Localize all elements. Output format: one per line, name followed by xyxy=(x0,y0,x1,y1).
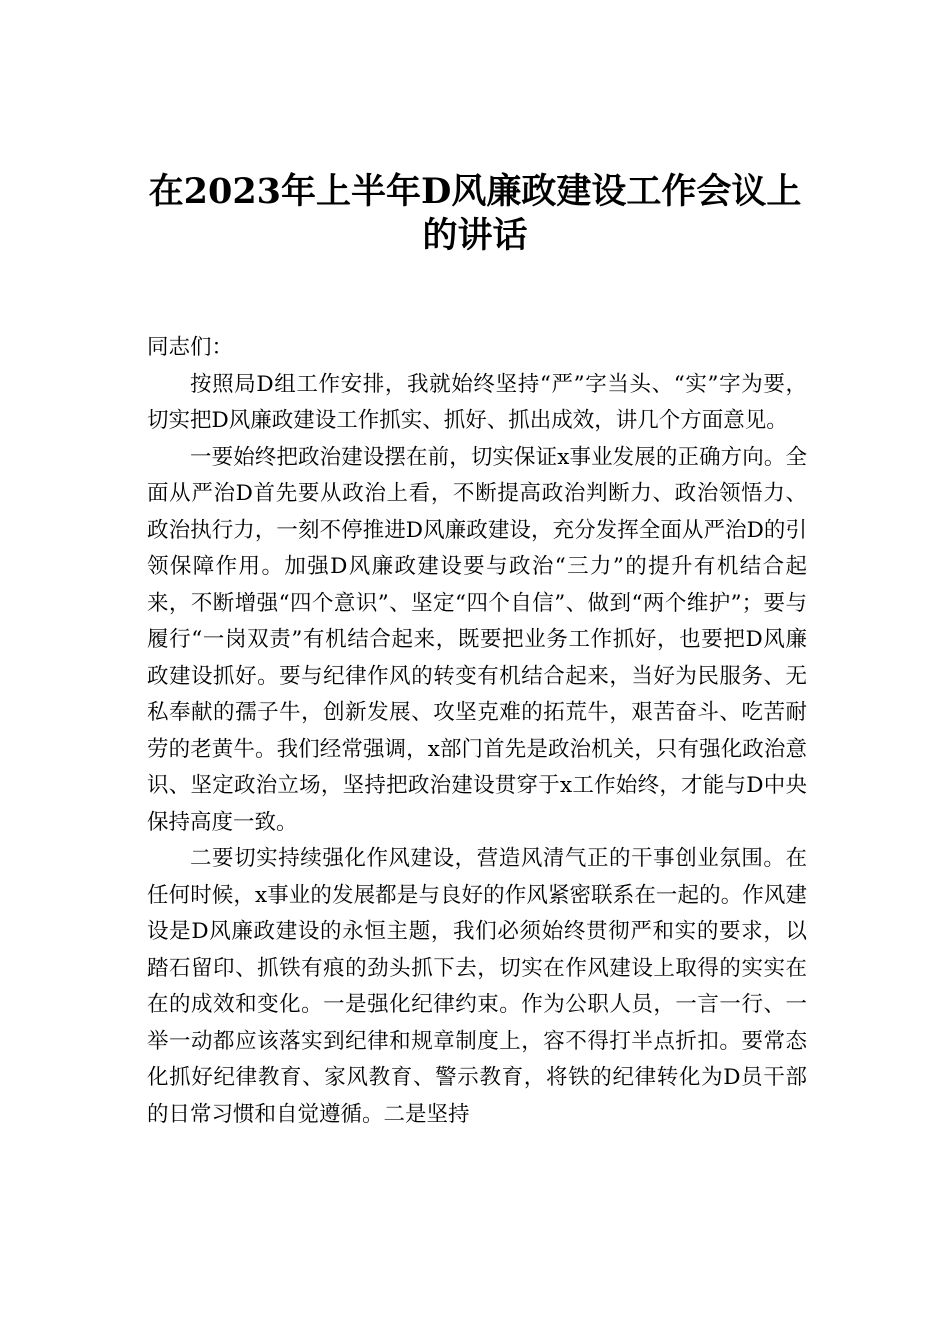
document-title-line-1: 在2023年上半年D风廉政建设工作会议上 xyxy=(148,171,802,212)
document-body xyxy=(147,330,807,1133)
salutation: 同志们： xyxy=(147,335,234,360)
paragraph-intro: 按照局D组工作安排，我就始终坚持“严”字当头、“实”字为要，切实把D风廉政建设工作抓实、抓好、抓出成效，讲几个方面意见。 xyxy=(147,371,807,433)
paragraph-work-style: 二要切实持续强化作风建设，营造风清气正的干事创业氛围。在任何时候，x事业的发展都是与良好的作风紧密联系在一起的。作风建设是D风廉政建设的永恒主题，我们必须始终贯彻严和实的要求，以踏石留印、抓铁有痕的劲头抓下去，切实在作风建设上取得的实实在在的成效和变化。一是强化纪律约束。作为公职人员，一言一行、一举一动都应该落实到纪律和规章制度上，容不得打半点折扣。要常态化抓好纪律教育、家风教育、警示教育，将铁的纪律转化为D员干部的日常习惯和自觉遵循。二是坚持 xyxy=(147,846,807,1127)
document-title-line-2: 的讲话 xyxy=(422,215,528,256)
paragraph-political-building: 一要始终把政治建设摆在前，切实保证x事业发展的正确方向。全面从严治D首先要从政治上看，不断提高政治判断力、政治领悟力、政治执行力，一刻不停推进D风廉政建设，充分发挥全面从严治D的引领保障作用。加强D风廉政建设要与政治“三力”的提升有机结合起来，不断增强“四个意识”、坚定“四个自信”、做到“两个维护”；要与履行“一岗双责”有机结合起来，既要把业务工作抓好，也要把D风廉政建设抓好。要与纪律作风的转变有机结合起来，当好为民服务、无私奉献的孺子牛，创新发展、攻坚克难的拓荒牛，艰苦奋斗、吃苦耐劳的老黄牛。我们经常强调，x部门首先是政治机关，只有强化政治意识、坚定政治立场，坚持把政治建设贯穿于x工作始终，才能与D中央保持高度一致。 xyxy=(147,444,807,835)
